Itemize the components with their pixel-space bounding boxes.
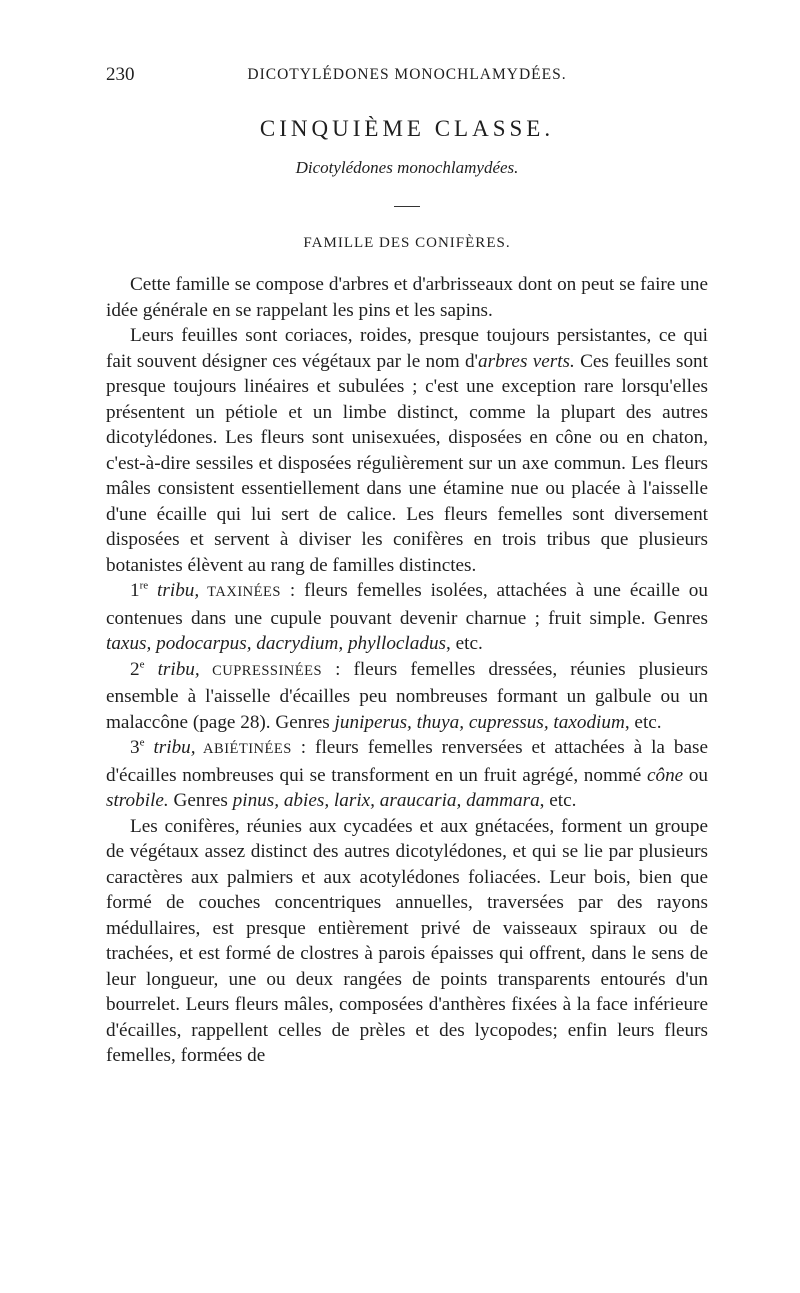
paragraph-tribe-2 (106, 657, 708, 736)
paragraph-text: Ces feuilles sont presque toujours linéaires et subulées ; c'est une exception rare lorsqu'elles présentent un pétiole et un limbe distinct, comme la plupart des autres dicotylédones. Les fleurs sont unisexuées, disposées en cône ou en chaton, c'est-à-dire sessiles et disposées régulièrement sur un axe commun. Les fleurs mâles consistent essentiellement dans une étamine nue ou placée à l'aisselle d'une écaille qui lui sert de calice. Les fleurs femelles sont diversement disposées et servent à diviser les conifères en trois tribus que plusieurs botanistes élèvent au rang de familles distinctes. (106, 350, 708, 576)
tribe-end: , etc. (446, 633, 483, 654)
tribe-description: : fleurs femelles dressées, réunies plusieurs ensemble à l'aisselle d'écailles peu nombreuses formant un galbule ou un malaccône (page 28). Genres (106, 658, 708, 733)
paragraph-intro: Cette famille se compose d'arbres et d'arbrisseaux dont on peut se faire une idée générale en se rappelant les pins et les sapins. (106, 274, 708, 321)
page-number: 230 (106, 64, 135, 85)
running-title: DICOTYLÉDONES MONOCHLAMYDÉES. (247, 66, 567, 83)
tribe-connector: Genres (168, 790, 233, 811)
family-title: FAMILLE DES CONIFÈRES. (303, 235, 511, 251)
tribe-word: tribu, (144, 737, 196, 758)
paragraph-affinities: Les conifères, réunies aux cycadées et aux gnétacées, forment un groupe de végétaux assez distinct des autres dicotylédones, et qui se lie par plusieurs caractères aux palmiers et aux acotylédones foliacées. Leur bois, bien que formé de couches concentriques annuelles, traversées par des rayons médullaires, est presque entièrement privé de vaisseaux spiraux ou de trachées, et est formé de clostres à parois épaisses qui offrent, dans le sens de leur longueur, une ou deux rangées de points transparents entourés d'un bourrelet. Leurs fleurs mâles, composées d'anthères fixées à la face inférieure d'écailles, rappellent celles de prèles et des lycopodes; enfin leurs fleurs femelles, formées de (106, 815, 708, 1066)
term-strobile: strobile. (106, 790, 169, 811)
tribe-ordinal: re (139, 579, 149, 592)
running-head (106, 58, 708, 92)
class-title: CINQUIÈME CLASSE. (259, 116, 555, 141)
tribe-genera: taxus, podocarpus, dacrydium, phyllocladus (106, 633, 447, 654)
section-divider (394, 206, 420, 207)
tribe-ordinal: e (139, 736, 145, 749)
tribe-word: tribu, (148, 580, 200, 601)
term-arbres-verts: arbres verts. (478, 350, 575, 372)
tribe-ordinal: e (139, 658, 145, 671)
tribe-number: 1 (130, 580, 140, 601)
tribe-genera: juniperus, thuya, cupressus, taxodium (334, 711, 625, 733)
tribe-description: : fleurs femelles isolées, attachées à une écaille ou contenues dans une cupule pouvant devenir charnue ; fruit simple. Genres (106, 580, 708, 629)
term-cone: cône (646, 764, 684, 786)
book-page (106, 58, 708, 1278)
paragraph-text: Leurs feuilles sont coriaces, roides, presque toujours persistantes, ce qui fait souvent désigner ces végétaux par le nom d' (106, 325, 708, 372)
tribe-description: : fleurs femelles renversées et attachées à la base d'écailles nombreuses qui se transforment en un fruit agrégé, nommé (106, 737, 708, 786)
paragraph-tribe-1 (106, 578, 708, 657)
tribe-connector: ou (683, 764, 709, 786)
tribe-end: , etc. (624, 711, 662, 733)
paragraph-tribe-3 (106, 735, 708, 814)
tribe-word: tribu, (144, 658, 200, 680)
paragraph-leaves-flowers (106, 323, 708, 578)
class-subtitle: Dicotylédones monochlamydées. (295, 158, 519, 177)
tribe-end: , etc. (539, 790, 577, 811)
tribe-number: 2 (130, 658, 140, 680)
tribe-name: TAXINÉES (199, 584, 281, 600)
body-text (106, 272, 708, 1069)
tribe-name: ABIÉTINÉES (195, 741, 292, 757)
tribe-genera: pinus, abies, larix, araucaria, dammara (232, 790, 540, 811)
tribe-name: CUPRESSINÉES (199, 662, 323, 679)
tribe-number: 3 (130, 737, 140, 758)
